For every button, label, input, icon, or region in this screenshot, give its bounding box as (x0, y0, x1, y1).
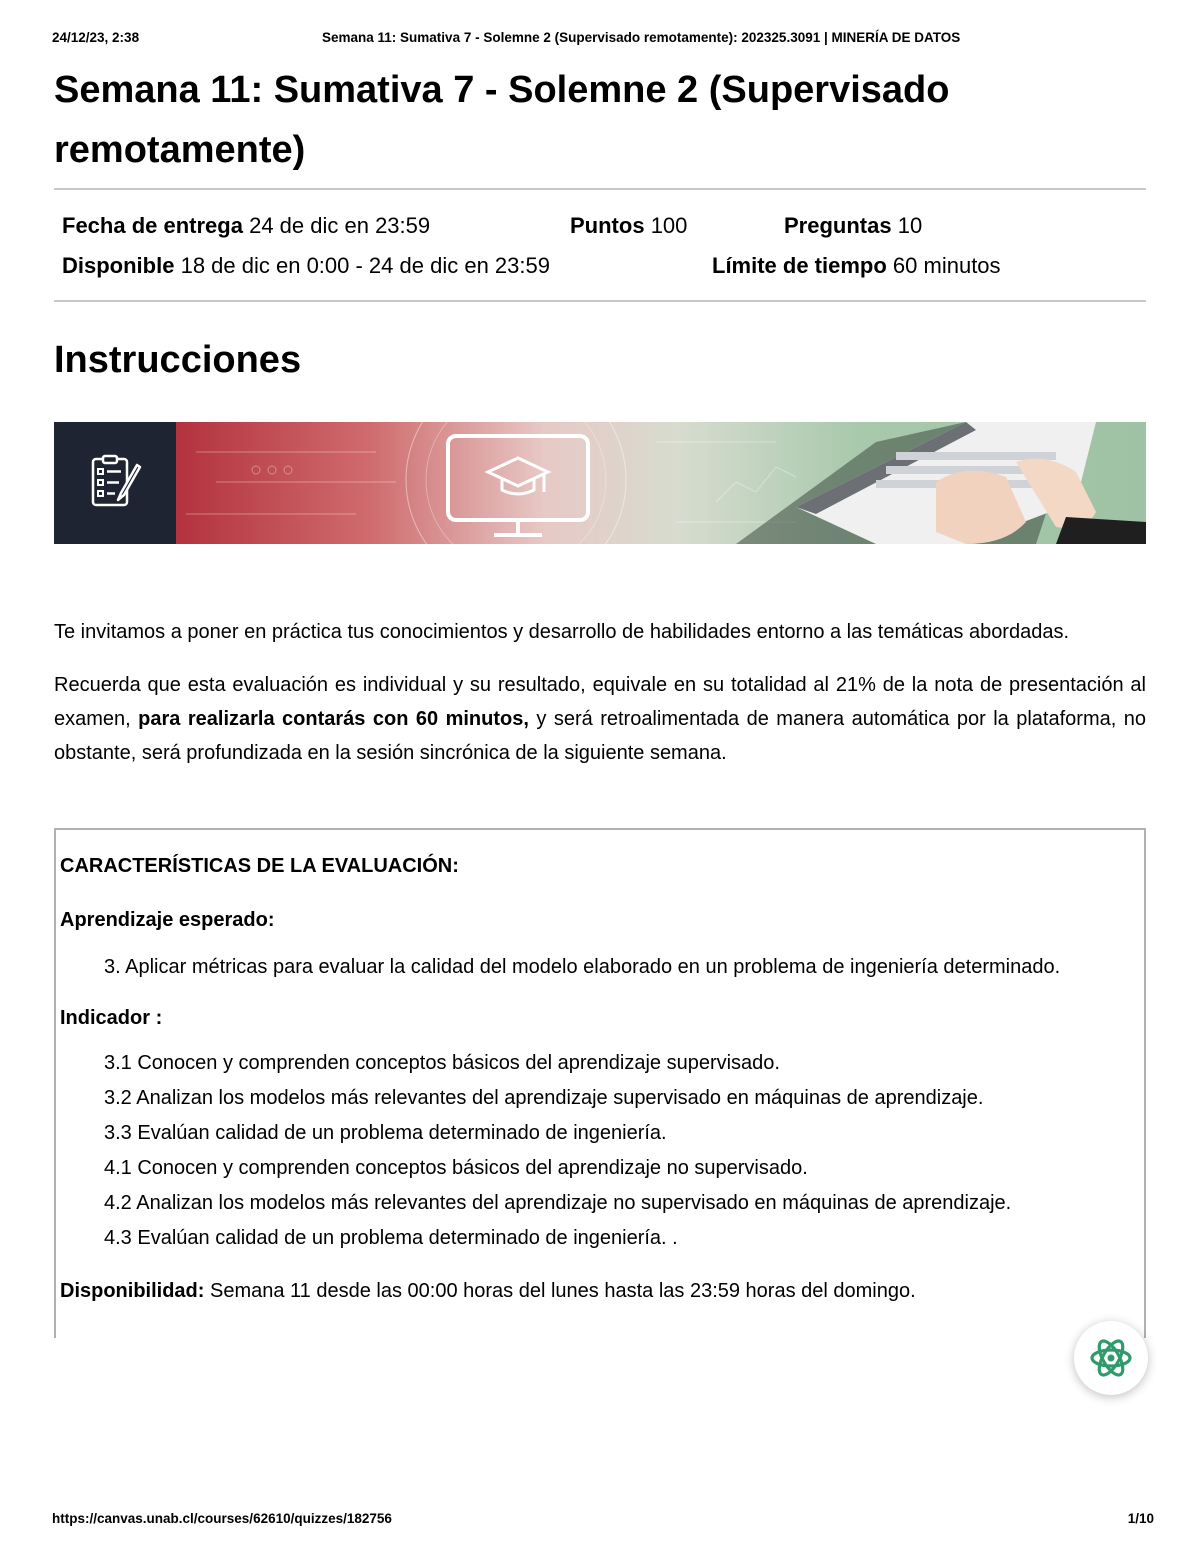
atom-logo-icon (1088, 1335, 1134, 1381)
laptop-hands-image (736, 422, 1146, 544)
print-header (52, 30, 1050, 45)
intro-paragraph: Te invitamos a poner en práctica tus conocimientos y desarrollo de habilidades entorno a las temáticas abordadas. (54, 621, 1070, 643)
time-limit-label: Límite de tiempo (712, 253, 887, 278)
available (62, 253, 712, 279)
print-doc-title: Semana 11: Sumativa 7 - Solemne 2 (Supervisado remotamente): 202325.3091 | MINERÍA DE DATOS (322, 30, 961, 45)
print-url: https://canvas.unab.cl/courses/62610/quizzes/182756 (52, 1511, 392, 1526)
questions (784, 213, 922, 239)
banner-icon-box (54, 422, 176, 544)
reminder-text-2: y será retroalimentada de manera automática por la plataforma, no obstante, será profundizada en la sesión sincrónica de la siguiente semana. (54, 708, 1146, 764)
points (570, 213, 784, 239)
page-title: Semana 11: Sumativa 7 - Solemne 2 (Supervisado remotamente) (54, 69, 950, 171)
availability-text: Semana 11 desde las 00:00 horas del lunes hasta las 23:59 horas del domingo. (204, 1280, 916, 1302)
indicator-list (60, 1046, 1140, 1256)
characteristics-box (54, 828, 1146, 1338)
reminder-text-1: Recuerda que esta evaluación es individual y su resultado, equivale en su totalidad al 21% de la nota de presentación al examen, (54, 674, 1146, 730)
instructions-heading: Instrucciones (54, 339, 302, 381)
due-date (62, 213, 570, 239)
due-value: 24 de dic en 23:59 (249, 213, 431, 238)
reminder-paragraph (54, 668, 1146, 770)
list-item: 4.2 Analizan los modelos más relevantes del aprendizaje no supervisado en máquinas de aprendizaje. (104, 1192, 1012, 1214)
list-item: 3.2 Analizan los modelos más relevantes del aprendizaje supervisado en máquinas de aprendizaje. (104, 1087, 984, 1109)
assistant-fab-button[interactable] (1074, 1321, 1148, 1395)
time-limit (712, 253, 1001, 279)
availability (60, 1274, 1140, 1308)
instructions-banner (54, 422, 1146, 544)
characteristics-heading: CARACTERÍSTICAS DE LA EVALUACIÓN: (60, 855, 459, 877)
time-limit-value: 60 minutos (892, 253, 1001, 278)
questions-label: Preguntas (784, 213, 892, 238)
due-label: Fecha de entrega (62, 213, 243, 238)
quiz-meta (54, 190, 1146, 300)
list-item: 4.3 Evalúan calidad de un problema determinado de ingeniería. . (104, 1227, 678, 1249)
page-number: 1/10 (1127, 1511, 1154, 1526)
checklist-pen-icon (85, 453, 145, 513)
list-item: 4.1 Conocen y comprenden conceptos básicos del aprendizaje no supervisado. (104, 1157, 808, 1179)
monitor-graduation-icon (448, 436, 588, 535)
available-value: 18 de dic en 0:00 - 24 de dic en 23:59 (180, 253, 550, 278)
reminder-bold: para realizarla contarás con 60 minutos, (138, 708, 529, 730)
list-item: 3.1 Conocen y comprenden conceptos básicos del aprendizaje supervisado. (104, 1052, 780, 1074)
questions-value: 10 (897, 213, 923, 238)
indicator-label: Indicador : (60, 1007, 163, 1029)
list-item: 3.3 Evalúan calidad de un problema determinado de ingeniería. (104, 1122, 667, 1144)
print-footer (52, 1511, 1154, 1526)
divider (54, 300, 1146, 302)
banner-art (176, 422, 1146, 544)
availability-label: Disponibilidad: (60, 1280, 205, 1302)
available-label: Disponible (62, 253, 175, 278)
points-label: Puntos (570, 213, 645, 238)
expected-learning-label: Aprendizaje esperado: (60, 909, 275, 931)
quiz-content (54, 60, 1146, 1338)
print-datetime: 24/12/23, 2:38 (52, 30, 140, 45)
expected-learning-text: 3. Aplicar métricas para evaluar la calidad del modelo elaborado en un problema de ingeniería determinado. (104, 956, 1061, 978)
points-value: 100 (650, 213, 688, 238)
